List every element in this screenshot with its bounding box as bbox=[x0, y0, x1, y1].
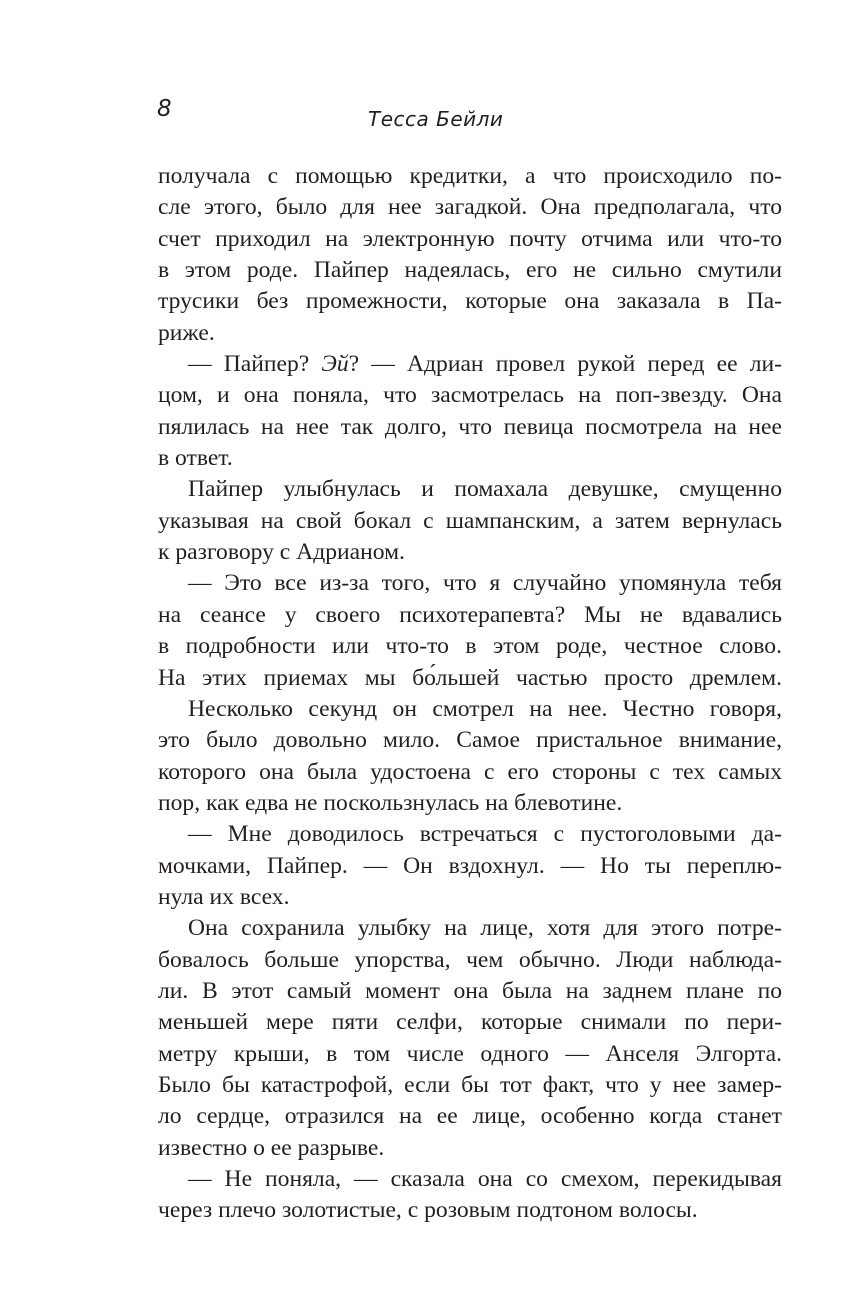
text-run: — Пайпер? bbox=[188, 351, 322, 378]
paragraph bbox=[158, 568, 782, 693]
text-line bbox=[158, 349, 782, 380]
text-line: трусики без промежности, которые она заказала в Па- bbox=[158, 288, 782, 315]
text-line: метру крыши, в том числе одного — Анселя Элгорта. bbox=[158, 1040, 782, 1067]
paragraph bbox=[158, 913, 782, 1164]
text-line: в этом роде. Пайпер надеялась, его не сильно смутили bbox=[158, 257, 782, 284]
text-line: риже. bbox=[158, 319, 215, 346]
text-line: мочками, Пайпер. — Он вздохнул. — Но ты переплю- bbox=[158, 852, 782, 879]
text-line: в ответ. bbox=[158, 445, 233, 472]
text-line: — Не поняла, — сказала она со смехом, перекидывая bbox=[188, 1166, 782, 1192]
running-head-author: Тесса Бейли bbox=[368, 107, 504, 131]
paragraph bbox=[158, 1164, 782, 1227]
text-line: известно о ее разрыве. bbox=[158, 1134, 385, 1161]
text-line: в подробности или что-то в этом роде, честное слово. bbox=[158, 633, 782, 660]
text-line: счет приходил на электронную почту отчима или что-то bbox=[158, 225, 782, 252]
text-line: ло сердце, отразился на ее лице, особенно когда станет bbox=[158, 1103, 782, 1130]
text-line: Было бы катастрофой, если бы тот факт, что у нее замер- bbox=[158, 1071, 782, 1098]
paragraph bbox=[158, 819, 782, 913]
paragraph bbox=[158, 694, 782, 819]
text-line: к разговору с Адрианом. bbox=[158, 539, 405, 566]
text-line: Пайпер улыбнулась и помахала девушке, смущенно bbox=[188, 476, 782, 503]
text-line: меньшей мере пяти селфи, которые снимали по пери- bbox=[158, 1009, 782, 1036]
text-line: сле этого, было для нее загадкой. Она предполагала, что bbox=[158, 194, 782, 221]
page-number: 8 bbox=[157, 96, 172, 122]
text-line: это было довольно мило. Самое пристальное внимание, bbox=[158, 727, 782, 754]
text-line: пор, как едва не поскользнулась на блевотине. bbox=[158, 789, 623, 816]
text-line: На этих приемах мы бо́льшей частью просто дремлем. bbox=[158, 664, 782, 691]
text-line: которого она была удостоена с его стороны с тех самых bbox=[158, 758, 782, 785]
text-line: ли. В этот самый момент она была на заднем плане по bbox=[158, 977, 782, 1004]
text-line: через плечо золотистые, с розовым подтоном волосы. bbox=[158, 1197, 698, 1224]
text-line: пялилась на нее так долго, что певица посмотрела на нее bbox=[158, 413, 782, 440]
italic-run: Эй bbox=[321, 351, 349, 378]
paragraph bbox=[158, 474, 782, 568]
text-run: ? — Адриан провел рукой перед ее ли- bbox=[348, 351, 782, 378]
text-line: — Это все из-за того, что я случайно упомянула тебя bbox=[188, 570, 782, 597]
paragraph bbox=[158, 349, 782, 474]
text-line: бовалось больше упорства, чем обычно. Люди наблюда- bbox=[158, 946, 782, 973]
text-line: Она сохранила улыбку на лице, хотя для этого потре- bbox=[188, 915, 782, 942]
text-line: — Мне доводилось встречаться с пустоголовыми да- bbox=[188, 821, 782, 848]
paragraph bbox=[158, 161, 782, 349]
text-line: получала с помощью кредитки, а что происходило по- bbox=[158, 163, 782, 189]
text-line: цом, и она поняла, что засмотрелась на поп-звезду. Она bbox=[158, 382, 782, 409]
text-line: Несколько секунд он смотрел на нее. Честно говоря, bbox=[188, 695, 782, 722]
text-line: нула их всех. bbox=[158, 883, 290, 910]
text-line: на сеансе у своего психотерапевта? Мы не вдавались bbox=[158, 601, 782, 628]
body-text bbox=[158, 161, 782, 1227]
text-line: указывая на свой бокал с шампанским, а затем вернулась bbox=[158, 507, 782, 534]
